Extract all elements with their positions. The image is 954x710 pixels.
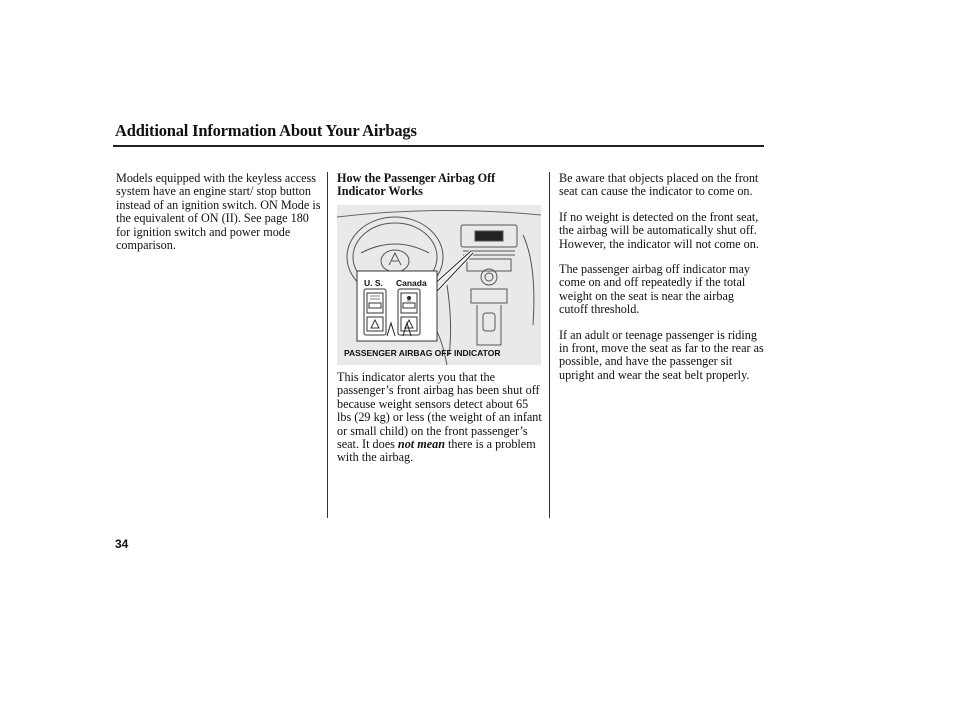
indicator-text-after: there is a problem with the airbag. (337, 437, 536, 465)
objects-paragraph: Be aware that objects placed on the front seat can cause the indicator to come on. (559, 171, 759, 199)
adult-passenger-paragraph: If an adult or teenage passenger is riding in front, move the seat as far to the rear as possible, and have the passenger sit upright and wear the seat belt properly. (559, 327, 764, 382)
figure-label-canada: Canada (396, 278, 427, 288)
indicator-emphasis: not mean (397, 437, 445, 452)
figure-label-us: U. S. (364, 278, 383, 288)
indicator-explanation (337, 371, 542, 465)
no-weight-paragraph: If no weight is detected on the front seat, the airbag will be automatically shut off. However, the indicator will not come on. (559, 209, 759, 251)
title-rule (113, 145, 764, 147)
column-divider-right (549, 172, 550, 518)
figure-caption: PASSENGER AIRBAG OFF INDICATOR (344, 348, 501, 358)
column-divider-left (327, 172, 328, 518)
airbag-indicator-figure (337, 205, 541, 365)
column-3 (559, 172, 764, 394)
column-1 (116, 172, 321, 264)
page-title: Additional Information About Your Airbags (115, 121, 417, 140)
keyless-access-paragraph: Models equipped with the keyless access system have an engine start/ stop button instead of an ignition switch. ON Mode is the equivalent of ON (II). See page 180 for ignition switch and power mode comparison. (116, 171, 321, 253)
section-heading: How the Passenger Airbag Off Indicator Works (337, 171, 496, 199)
threshold-paragraph: The passenger airbag off indicator may come on and off repeatedly if the total weight on the seat is near the airbag cutoff threshold. (559, 262, 750, 317)
indicator-text-before: This indicator alerts you that the passenger’s front airbag has been shut off because weight sensors detect about 65 lbs (29 kg) or less (the weight of an infant or small child) on the front passenger’s seat. It does (337, 370, 542, 452)
page-number: 34 (115, 537, 129, 551)
